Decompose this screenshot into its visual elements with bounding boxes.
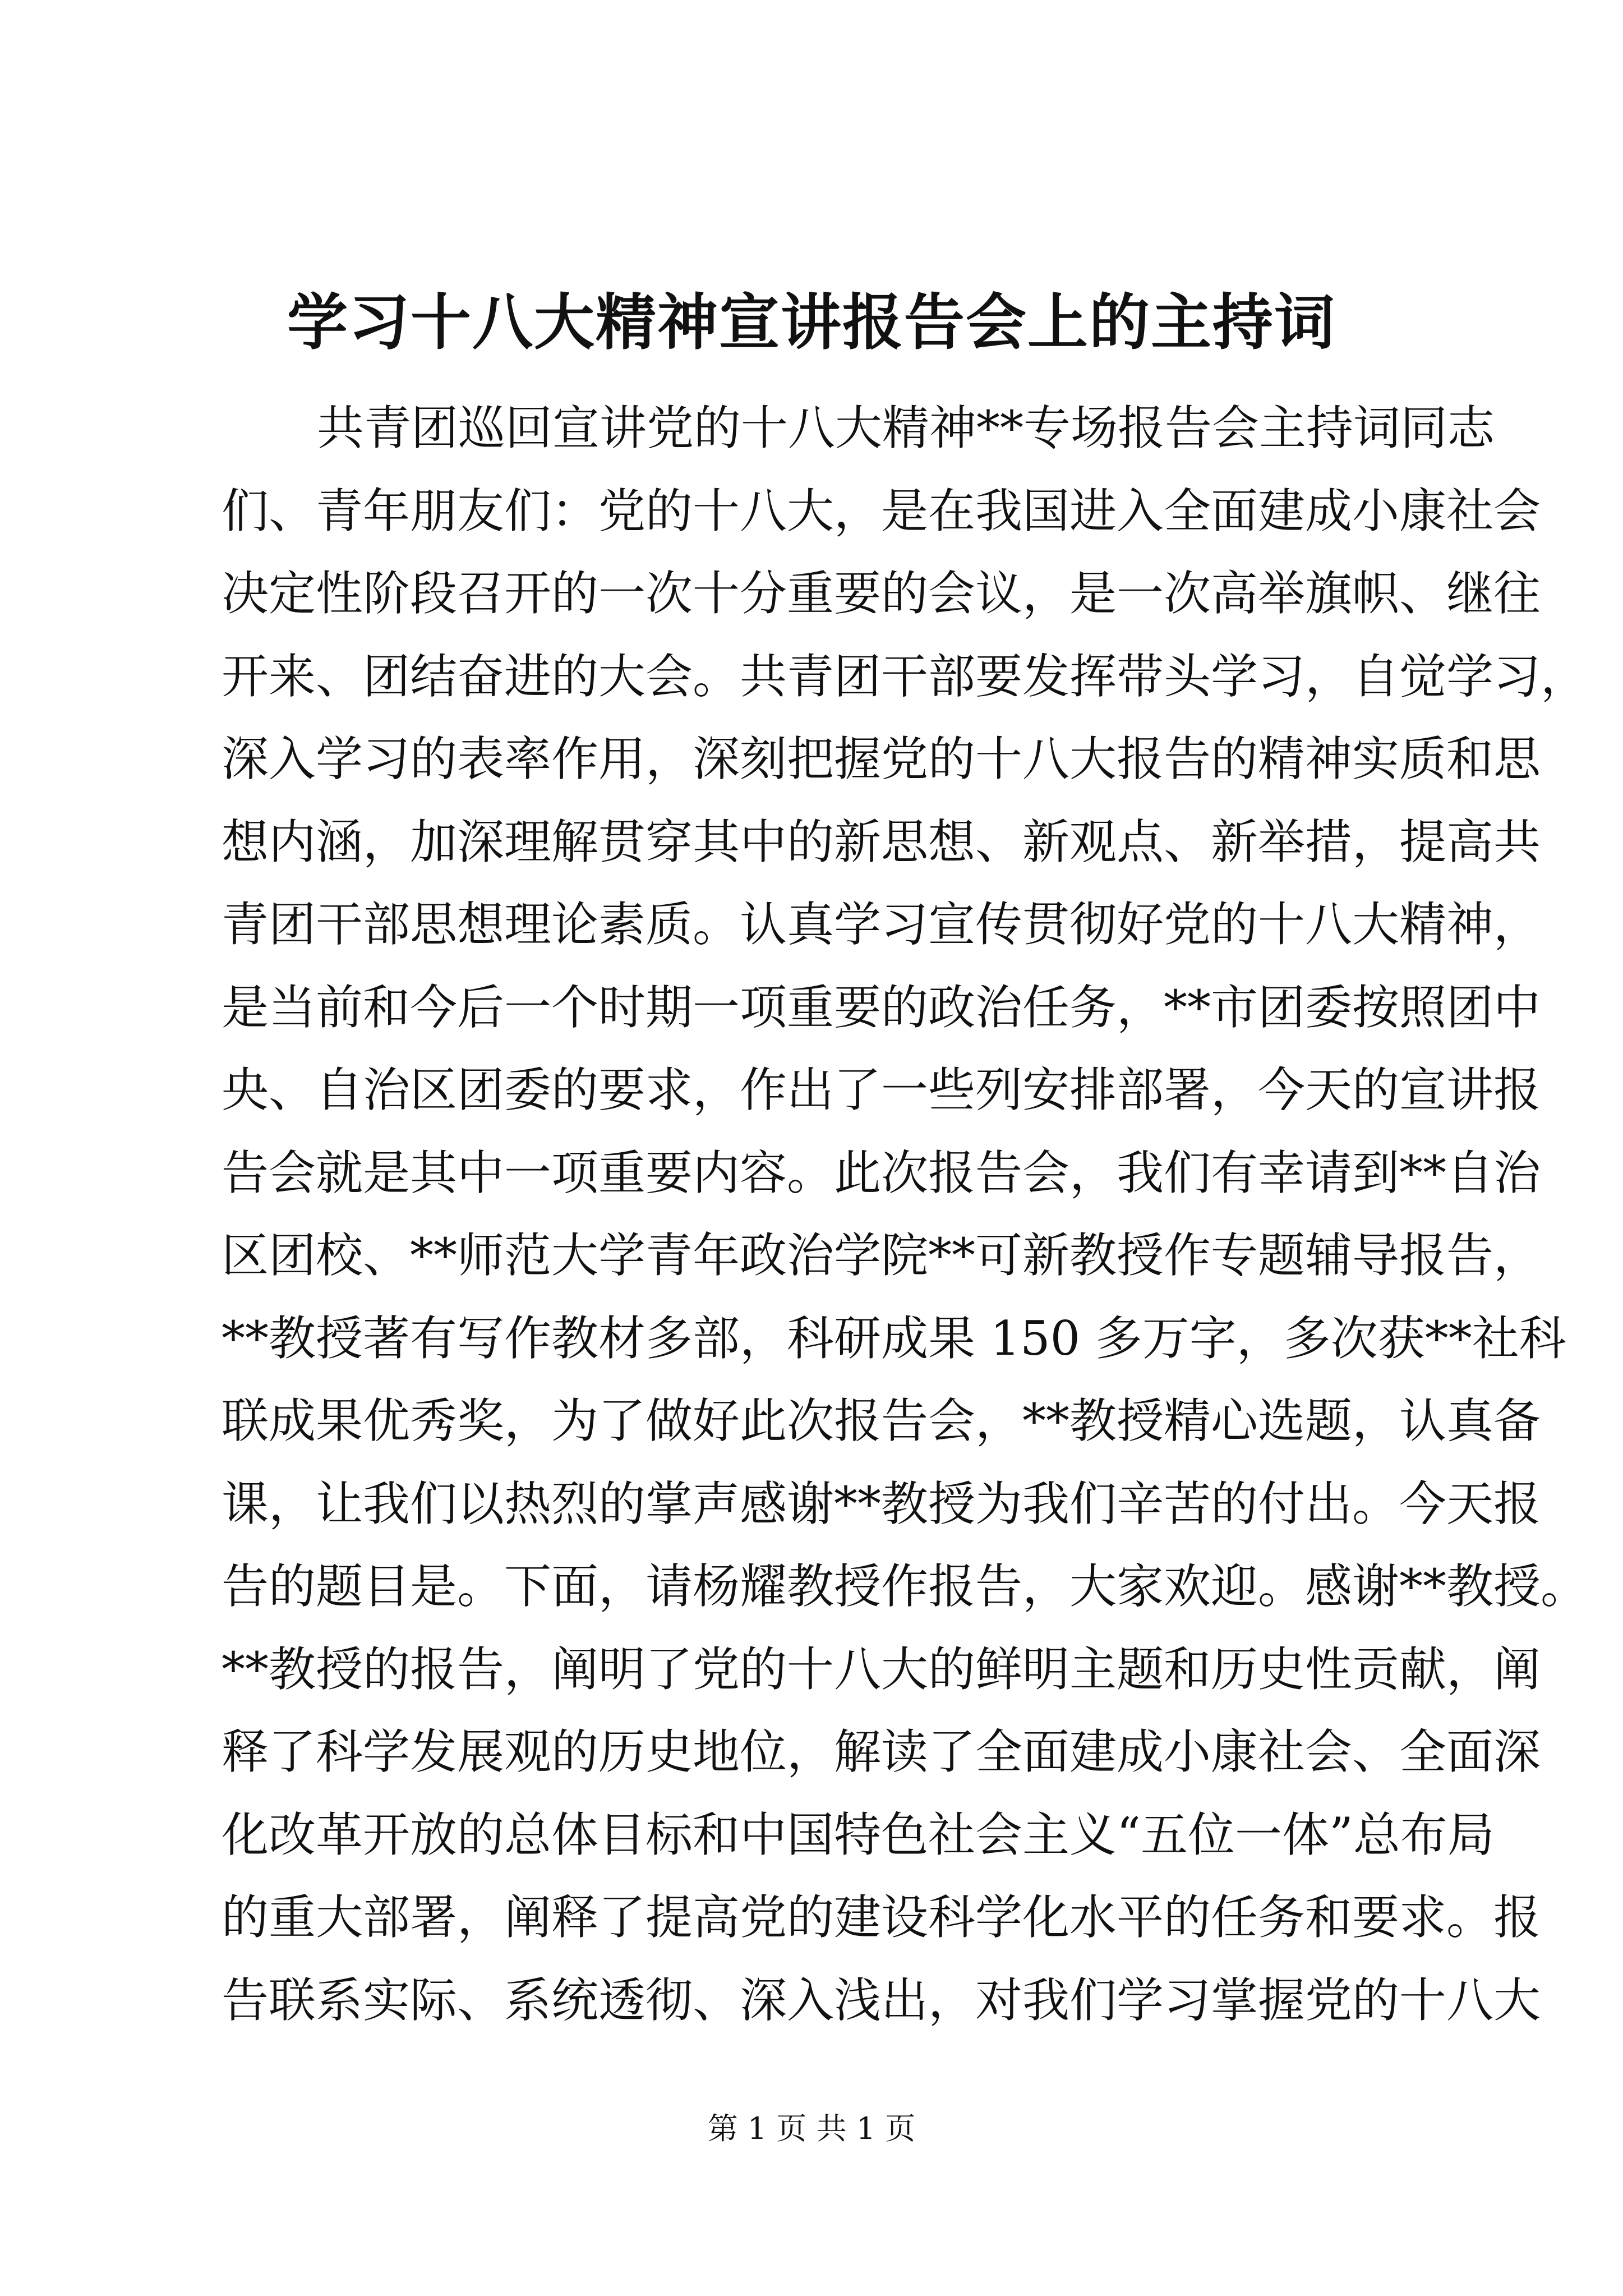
body-line: 们、青年朋友们：党的十八大，是在我国进入全面建成小康社会	[222, 483, 1541, 539]
body-line: 释了科学发展观的历史地位，解读了全面建成小康社会、全面深	[222, 1724, 1541, 1779]
body-line: 课，让我们以热烈的掌声感谢**教授为我们辛苦的付出。今天报	[222, 1476, 1541, 1531]
body-line: 告联系实际、系统透彻、深入浅出，对我们学习掌握党的十八大	[222, 1972, 1541, 2028]
body-line: 青团干部思想理论素质。认真学习宣传贯彻好党的十八大精神，	[222, 897, 1541, 952]
body-line: 央、自治区团委的要求，作出了一些列安排部署，今天的宣讲报	[222, 1062, 1541, 1117]
body-line: 深入学习的表率作用，深刻把握党的十八大报告的精神实质和思	[222, 731, 1541, 786]
body-line: 区团校、**师范大学青年政治学院**可新教授作专题辅导报告，	[222, 1228, 1541, 1283]
body-line: 共青团巡回宣讲党的十八大精神**专场报告会主持词同志	[317, 401, 1495, 455]
document-title: 学习十八大精神宣讲报告会上的主持词	[287, 287, 1336, 358]
document-body	[222, 387, 1588, 2042]
body-line: 的重大部署，阐释了提高党的建设科学化水平的任务和要求。报	[222, 1890, 1541, 1945]
body-line: 想内涵，加深理解贯穿其中的新思想、新观点、新举措，提高共	[222, 814, 1541, 869]
body-line: 化改革开放的总体目标和中国特色社会主义“五位一体”总布局	[222, 1807, 1495, 1862]
body-line: **教授的报告，阐明了党的十八大的鲜明主题和历史性贡献，阐	[222, 1641, 1541, 1697]
body-line: 告的题目是。下面，请杨耀教授作报告，大家欢迎。感谢**教授。	[222, 1559, 1588, 1614]
body-line: 开来、团结奋进的大会。共青团干部要发挥带头学习，自觉学习，	[222, 648, 1588, 704]
body-line: 决定性阶段召开的一次十分重要的会议，是一次高举旗帜、继往	[222, 566, 1541, 621]
body-line: 是当前和今后一个时期一项重要的政治任务，**市团委按照团中	[222, 979, 1541, 1035]
page-footer: 第 1 页 共 1 页	[707, 2111, 916, 2146]
body-line: **教授著有写作教材多部，科研成果 150 多万字，多次获**社科	[222, 1310, 1566, 1366]
body-line: 联成果优秀奖，为了做好此次报告会，**教授精心选题，认真备	[222, 1393, 1541, 1448]
body-line: 告会就是其中一项重要内容。此次报告会，我们有幸请到**自治	[222, 1145, 1541, 1200]
